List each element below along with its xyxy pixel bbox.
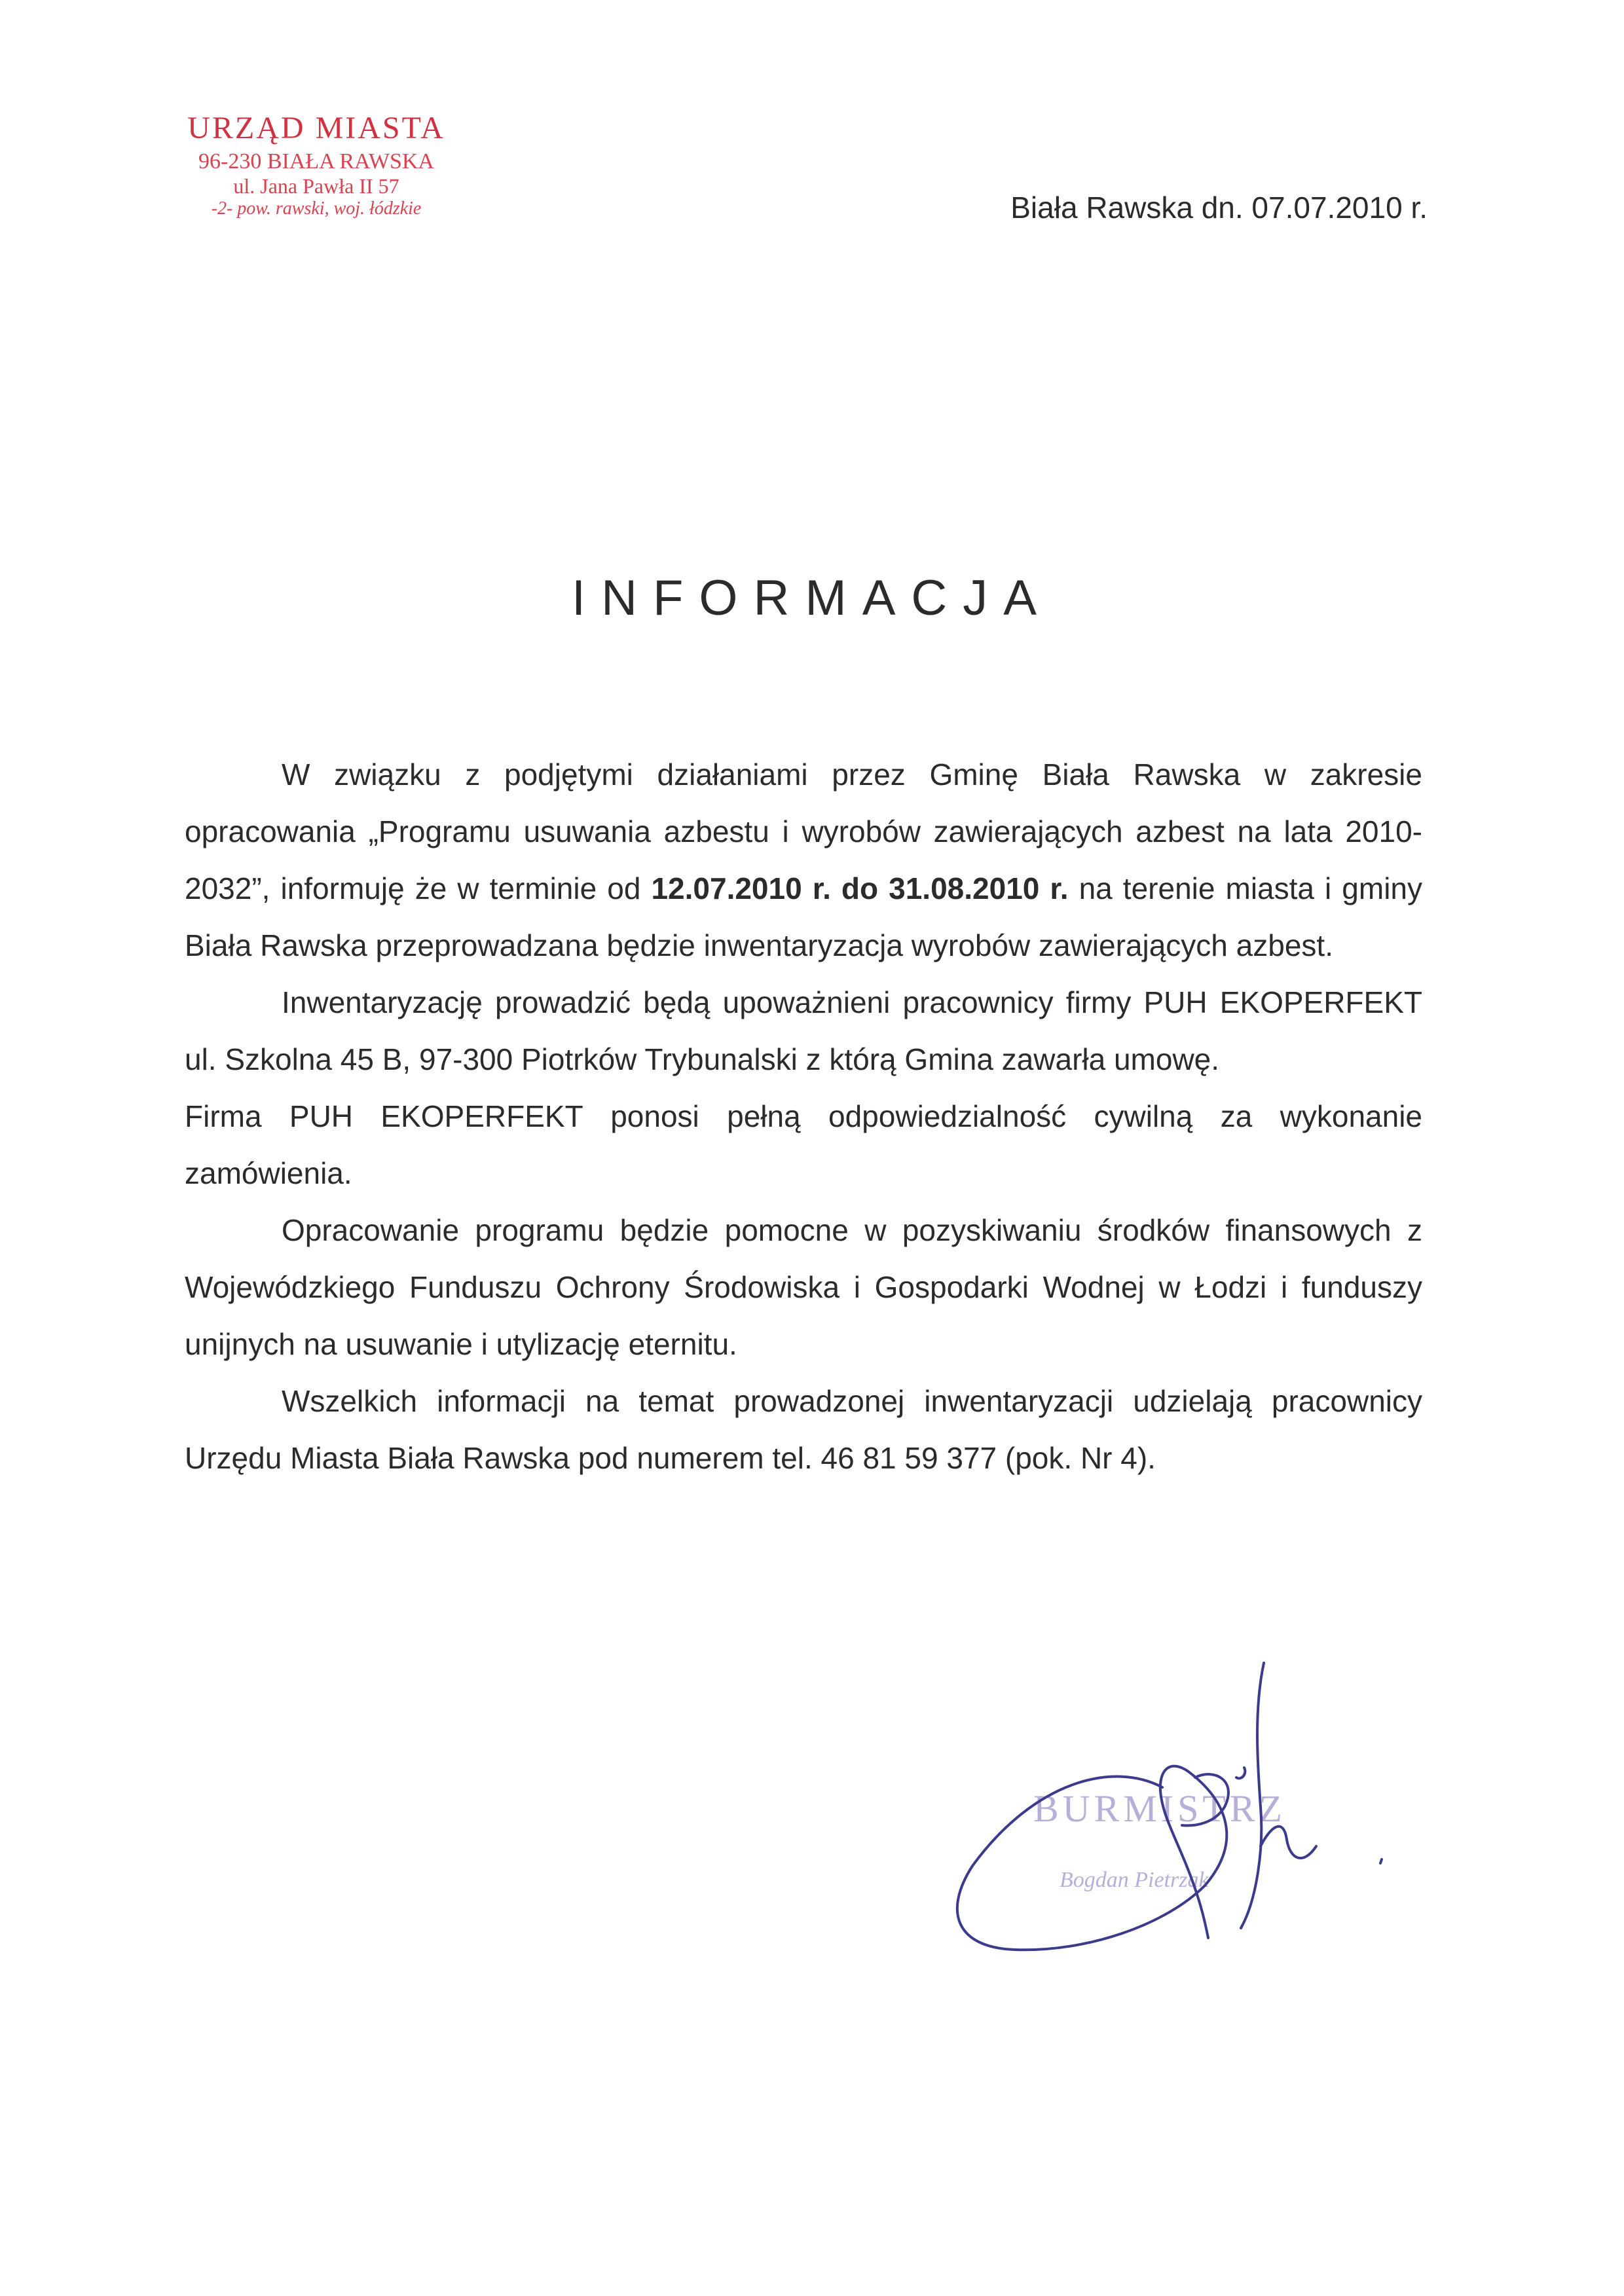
stamp-street: ul. Jana Pawła II 57 — [233, 174, 399, 198]
paragraph-1 — [185, 746, 1422, 974]
paragraph-1-end: na terenie miasta i gminy Biała Rawska przeprowadzana będzie inwentaryzacja wyrobów zawierających azbest. — [185, 871, 1422, 962]
stamp-office-name: URZĄD MIASTA — [187, 111, 445, 145]
document-body — [185, 746, 1422, 1487]
paragraph-2: Inwentaryzację prowadzić będą upoważnieni pracownicy firmy PUH EKOPERFEKT ul. Szkolna 45 B, 97-300 Piotrków Trybunalski z którą Gmina zawarła umowę. — [185, 985, 1422, 1076]
paragraph-4: Opracowanie programu będzie pomocne w pozyskiwaniu środków finansowych z Wojewódzkiego Funduszu Ochrony Środowiska i Gospodarki Wodnej w Łodzi i funduszy unijnych na usuwanie i utylizację eternitu. — [185, 1213, 1422, 1361]
signature-stamp-name: Bogdan Pietrzak — [1060, 1868, 1209, 1892]
paragraph-5: Wszelkich informacji na temat prowadzonej inwentaryzacji udzielają pracownicy Urzędu Miasta Biała Rawska pod numerem tel. 46 81 59 377 (pok. Nr 4). — [185, 1384, 1422, 1475]
mayor-signature — [917, 1650, 1454, 1958]
document-date: Biała Rawska dn. 07.07.2010 r. — [1010, 191, 1428, 225]
office-stamp — [162, 110, 470, 219]
signature-stamp-title: BURMISTRZ — [1033, 1787, 1286, 1830]
stamp-postal-city: 96-230 BIAŁA RAWSKA — [198, 149, 434, 174]
stamp-region: -2- pow. rawski, woj. łódzkie — [211, 198, 422, 219]
document-title: INFORMACJA — [572, 570, 1052, 626]
signature-drawing — [917, 1650, 1454, 1958]
inventory-period: 12.07.2010 r. do 31.08.2010 r. — [651, 871, 1069, 905]
paragraph-1-start: W związku z podjętymi działaniami przez Gminę Biała Rawska w zakresie opracowania „Programu usuwania azbestu i wyrobów zawierających azbest na lata 2010-2032”, informuję że w terminie od — [185, 757, 1422, 905]
paragraph-3: Firma PUH EKOPERFEKT ponosi pełną odpowiedzialność cywilną za wykonanie zamówienia. — [185, 1099, 1422, 1190]
